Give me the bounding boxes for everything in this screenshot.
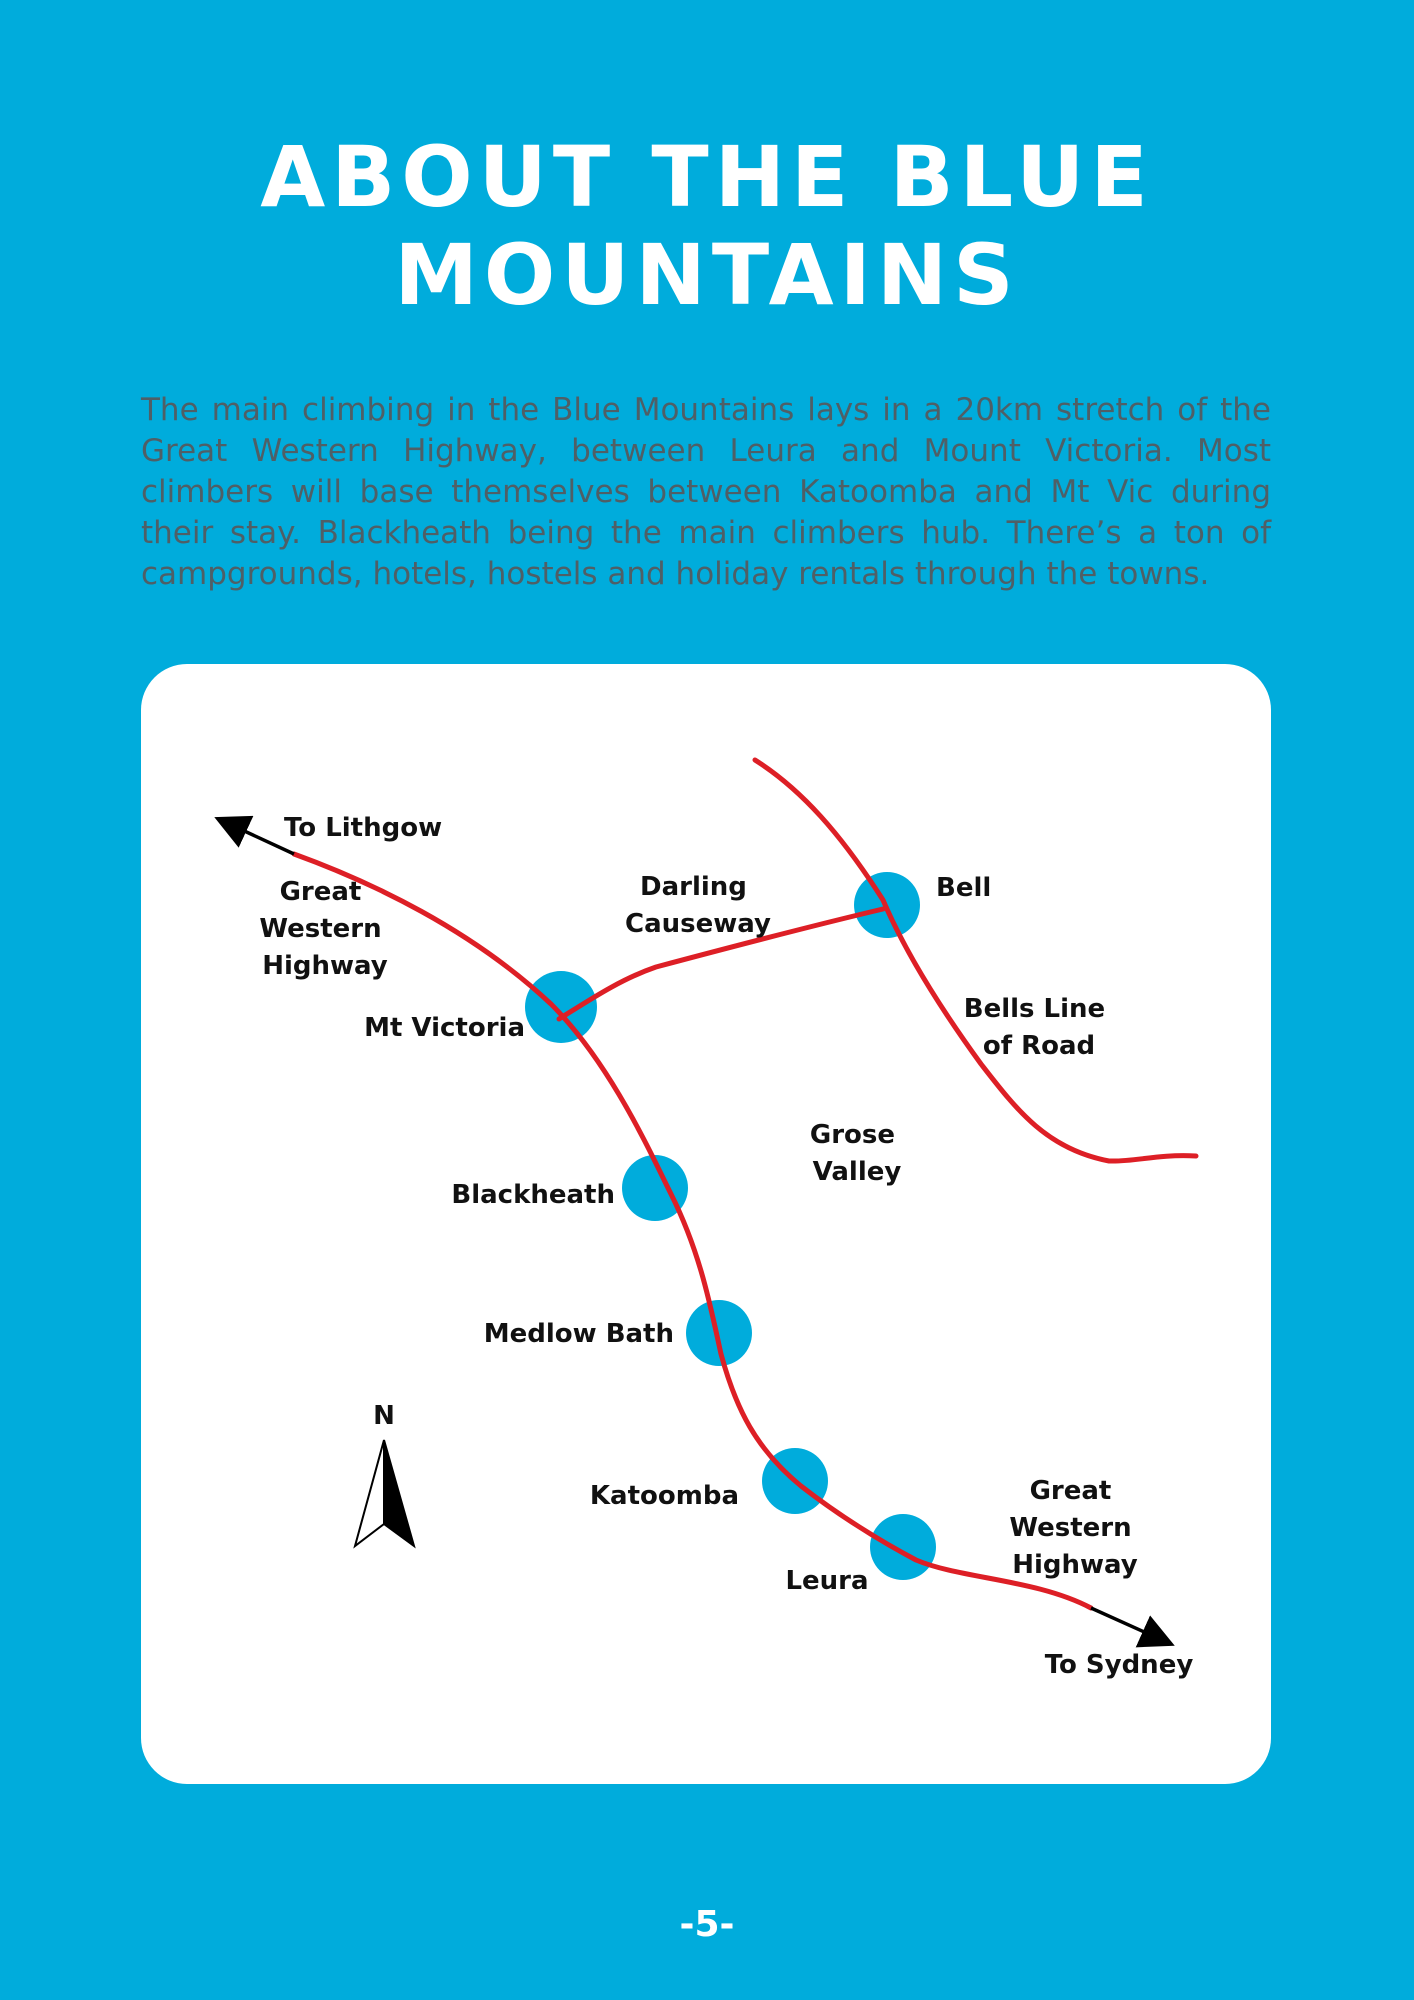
label-gwh-south-line-1: Great <box>1029 1476 1112 1506</box>
page-title <box>0 128 1414 324</box>
map-card <box>141 664 1271 1784</box>
road-bells-line-of-road <box>755 760 1196 1161</box>
route-map <box>141 664 1271 1784</box>
town-marker-leura <box>870 1514 936 1580</box>
page-title-line-1: ABOUT THE BLUE <box>260 128 1154 226</box>
north-arrow-icon <box>355 1440 414 1546</box>
label-bells-line-1: Bells Line <box>963 994 1106 1024</box>
label-darling-line-2: Causeway <box>625 909 771 939</box>
label-town-bell: Bell <box>936 873 992 903</box>
label-great-western-highway-south <box>1009 1476 1140 1580</box>
label-bells-line-of-road <box>964 994 1115 1061</box>
north-label: N <box>373 1401 395 1431</box>
label-town-katoomba: Katoomba <box>589 1481 739 1511</box>
intro-paragraph: The main climbing in the Blue Mountains lays in a 20km stretch of the Great Western Highway, between Leura and Mount Victoria. Most climbers will base themselves between Katoomba and Mt Vic during their stay. Blackheath being the main climbers hub. There’s a ton of campgrounds, hotels, hostels and holiday rentals through the towns. <box>141 392 1271 592</box>
page-title-line-2: MOUNTAINS <box>394 226 1020 324</box>
label-grose-line-1: Grose <box>809 1120 896 1150</box>
label-town-medlow-bath: Medlow Bath <box>483 1319 674 1349</box>
label-darling-causeway <box>625 872 771 939</box>
label-grose-valley <box>810 1120 904 1187</box>
label-town-blackheath: Blackheath <box>451 1180 615 1210</box>
label-town-mt-victoria: Mt Victoria <box>364 1013 525 1043</box>
label-gwh-south-line-2: Western <box>1009 1513 1132 1543</box>
label-grose-line-2: Valley <box>812 1157 902 1187</box>
label-gwh-south-line-3: Highway <box>1012 1550 1138 1580</box>
label-gwh-north-line-2: Western <box>259 914 382 944</box>
town-marker-mt-victoria <box>525 971 597 1043</box>
arrow-to-sydney-icon <box>1091 1608 1162 1640</box>
label-gwh-north-line-3: Highway <box>262 951 388 981</box>
label-darling-line-1: Darling <box>640 872 747 902</box>
label-to-lithgow: To Lithgow <box>284 813 443 843</box>
label-great-western-highway-north <box>259 877 390 981</box>
label-to-sydney: To Sydney <box>1044 1650 1194 1680</box>
label-bells-line-2: of Road <box>982 1031 1096 1061</box>
page-number: -5- <box>679 1904 735 1945</box>
label-gwh-north-line-1: Great <box>279 877 362 907</box>
label-town-leura: Leura <box>785 1566 869 1596</box>
